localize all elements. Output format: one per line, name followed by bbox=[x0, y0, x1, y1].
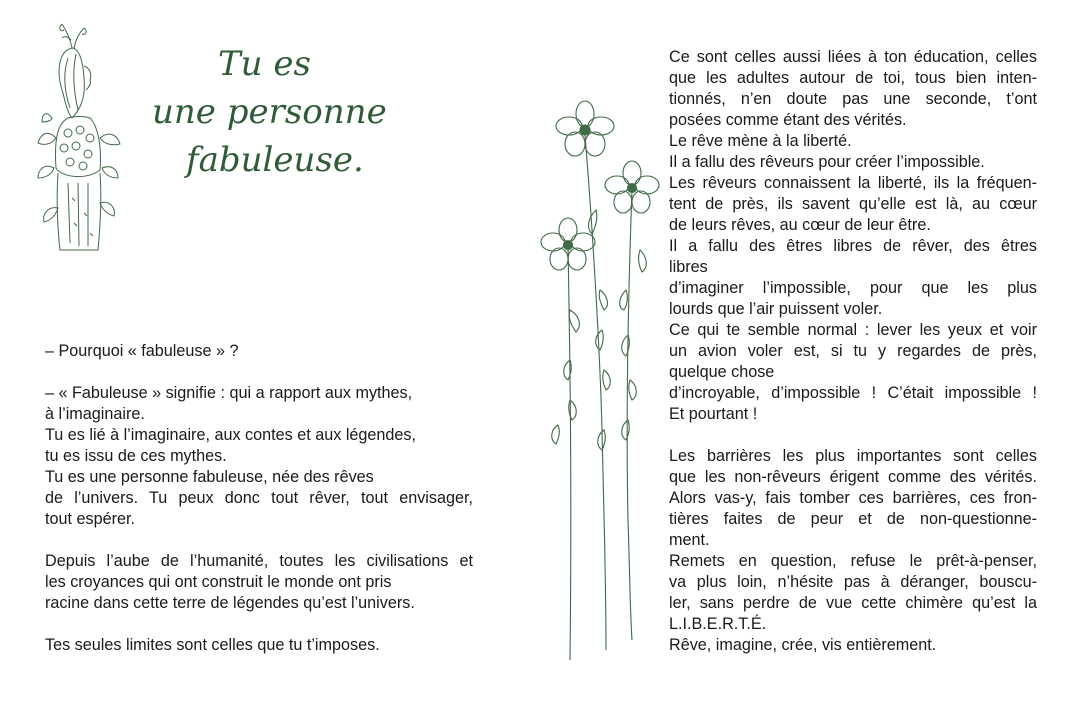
text-line: – « Fabuleuse » signifie : qui a rapport aux mythes, bbox=[45, 384, 413, 402]
text-line: les croyances qui ont construit le monde ont pris bbox=[45, 573, 392, 591]
flowers-illustration bbox=[540, 100, 660, 665]
text-line: libres bbox=[669, 258, 708, 276]
text-line: lourds que l’air puissent voler. bbox=[669, 300, 883, 318]
text-line: Et pourtant ! bbox=[669, 405, 758, 423]
text-line: un avion voler est, si tu y regardes de près, bbox=[669, 342, 1037, 360]
text-line: ler, sans perdre de vue cette chimère qu’est la bbox=[669, 594, 1037, 612]
text-line: Ce qui te semble normal : lever les yeux et voir bbox=[669, 321, 1037, 339]
paragraph-gap bbox=[45, 614, 473, 635]
text-line: Tes seules limites sont celles que tu t’imposes. bbox=[45, 636, 380, 654]
text-line: Il a fallu des rêveurs pour créer l’impossible. bbox=[669, 153, 985, 171]
paragraph-gap bbox=[45, 530, 473, 551]
text-line: ment. bbox=[669, 531, 710, 549]
text-line: à l’imaginaire. bbox=[45, 405, 145, 423]
text-line: L.I.B.E.R.T.É. bbox=[669, 615, 767, 633]
text-line: de leurs rêves, au cœur de leur être. bbox=[669, 216, 931, 234]
text-line: tout espérer. bbox=[45, 510, 135, 528]
text-line: Remets en question, refuse le prêt-à-penser, bbox=[669, 552, 1037, 570]
text-line: Ce sont celles aussi liées à ton éducation, celles bbox=[669, 48, 1037, 66]
handwritten-title bbox=[150, 40, 410, 184]
text-line: tu es issu de ces mythes. bbox=[45, 447, 227, 465]
girl-illustration bbox=[28, 18, 128, 258]
text-line: va plus loin, n’hésite pas à déranger, bouscu- bbox=[669, 573, 1037, 591]
text-line: quelque chose bbox=[669, 363, 775, 381]
text-line: Alors vas-y, fais tomber ces barrières, ces fron- bbox=[669, 489, 1037, 507]
text-line: tionnés, n’en doute pas une seconde, t’ont bbox=[669, 90, 1037, 108]
text-line: tent de près, ils savent qu’elle est là, au cœur bbox=[669, 195, 1037, 213]
right-text-column bbox=[669, 47, 1037, 656]
title-line: une personne bbox=[152, 92, 387, 132]
left-text-column bbox=[45, 341, 473, 656]
text-line: tières faites de peur et de non-questionne- bbox=[669, 510, 1037, 528]
text-line: Depuis l’aube de l’humanité, toutes les civilisations et bbox=[45, 552, 473, 570]
text-line: Les rêveurs connaissent la liberté, ils la fréquen- bbox=[669, 174, 1037, 192]
paragraph-gap bbox=[45, 362, 473, 383]
title-line: Tu es bbox=[218, 44, 311, 84]
text-line: – Pourquoi « fabuleuse » ? bbox=[45, 342, 239, 360]
text-line: posées comme étant des vérités. bbox=[669, 111, 907, 129]
text-line: Tu es une personne fabuleuse, née des rêves bbox=[45, 468, 374, 486]
text-line: d’incroyable, d’impossible ! C’était impossible ! bbox=[669, 384, 1037, 402]
text-line: Le rêve mène à la liberté. bbox=[669, 132, 852, 150]
text-line: racine dans cette terre de légendes qu’est l’univers. bbox=[45, 594, 415, 612]
title-line: fabuleuse. bbox=[186, 140, 364, 180]
text-line: Il a fallu des êtres libres de rêver, des êtres bbox=[669, 237, 1037, 255]
text-line: de l’univers. Tu peux donc tout rêver, tout envisager, bbox=[45, 489, 473, 507]
text-line: Les barrières les plus importantes sont celles bbox=[669, 447, 1037, 465]
text-line: Tu es lié à l’imaginaire, aux contes et aux légendes, bbox=[45, 426, 417, 444]
text-line: Rêve, imagine, crée, vis entièrement. bbox=[669, 636, 937, 654]
text-line: que les non-rêveurs érigent comme des vérités. bbox=[669, 468, 1037, 486]
text-line: d’imaginer l’impossible, pour que les plus bbox=[669, 279, 1037, 297]
text-line: que les adultes autour de toi, tous bien inten- bbox=[669, 69, 1037, 87]
paragraph-gap bbox=[669, 425, 1037, 446]
